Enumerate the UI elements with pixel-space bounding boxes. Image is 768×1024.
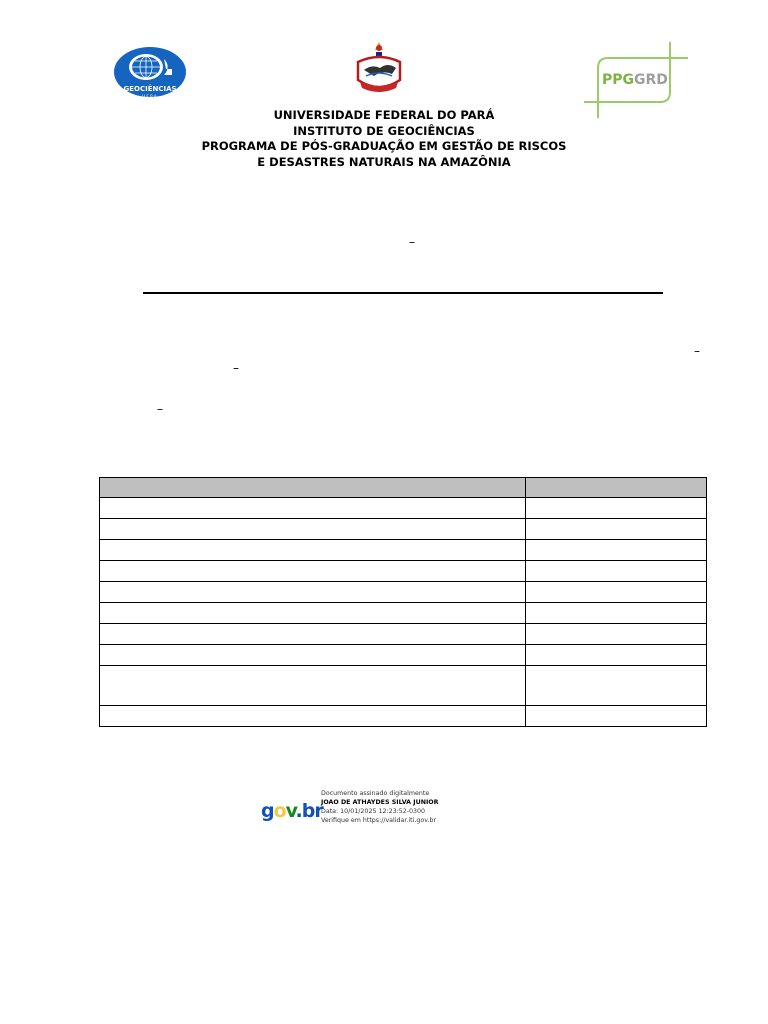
evaluation-table bbox=[99, 477, 707, 727]
table-cell bbox=[100, 478, 526, 498]
table-cell bbox=[100, 645, 526, 666]
table-cell bbox=[526, 478, 707, 498]
signer-name: JOAO DE ATHAYDES SILVA JUNIOR bbox=[321, 799, 439, 806]
table-row bbox=[100, 561, 707, 582]
signature-caption: Documento assinado digitalmente bbox=[321, 790, 430, 797]
table-row bbox=[100, 582, 707, 603]
table-row bbox=[100, 498, 707, 519]
table-cell bbox=[526, 519, 707, 540]
svg-text:PPG: PPG bbox=[602, 72, 635, 88]
table-cell bbox=[526, 645, 707, 666]
ufpa-coat-of-arms-logo bbox=[350, 40, 408, 98]
table-cell bbox=[100, 603, 526, 624]
svg-text:GEOCIÊNCIAS: GEOCIÊNCIAS bbox=[123, 85, 177, 93]
table-cell bbox=[526, 561, 707, 582]
dash-mark: – bbox=[694, 344, 700, 358]
table-cell bbox=[100, 519, 526, 540]
table-cell bbox=[100, 624, 526, 645]
table-cell bbox=[100, 498, 526, 519]
header-university: UNIVERSIDADE FEDERAL DO PARÁ bbox=[273, 108, 495, 122]
table-cell bbox=[100, 540, 526, 561]
table-cell bbox=[526, 603, 707, 624]
table-cell bbox=[526, 666, 707, 706]
geociencias-logo bbox=[112, 45, 188, 101]
table-cell bbox=[100, 561, 526, 582]
dash-mark: – bbox=[233, 361, 239, 375]
signature-verify-link[interactable]: Verifique em https://validar.iti.gov.br bbox=[321, 817, 437, 824]
govbr-logo bbox=[261, 797, 323, 823]
table-cell bbox=[526, 706, 707, 727]
table-header-row bbox=[100, 478, 707, 498]
table-row bbox=[100, 666, 707, 706]
table-cell bbox=[526, 540, 707, 561]
table-cell bbox=[526, 624, 707, 645]
dash-mark: – bbox=[157, 402, 163, 416]
header-program: PROGRAMA DE PÓS-GRADUAÇÃO EM GESTÃO DE RISCOS bbox=[201, 139, 567, 153]
signature-date: Data: 10/01/2025 12:23:52-0300 bbox=[321, 808, 426, 815]
table-row bbox=[100, 519, 707, 540]
title-underline-rule bbox=[143, 292, 663, 294]
document-header bbox=[0, 108, 768, 170]
svg-text:GRD: GRD bbox=[634, 72, 668, 88]
table-cell bbox=[100, 666, 526, 706]
table-row bbox=[100, 624, 707, 645]
digital-signature-block bbox=[321, 789, 521, 825]
table-row bbox=[100, 540, 707, 561]
table-cell bbox=[100, 582, 526, 603]
table-row bbox=[100, 645, 707, 666]
svg-text:gov.br: gov.br bbox=[261, 800, 323, 822]
dash-mark: – bbox=[409, 235, 415, 249]
table-cell bbox=[526, 498, 707, 519]
header-institute: INSTITUTO DE GEOCIÊNCIAS bbox=[293, 123, 475, 138]
header-program-cont: E DESASTRES NATURAIS NA AMAZÔNIA bbox=[257, 154, 511, 169]
svg-text:UFPA: UFPA bbox=[141, 94, 159, 99]
table-cell bbox=[100, 706, 526, 727]
table-row bbox=[100, 603, 707, 624]
table-cell bbox=[526, 582, 707, 603]
table-row bbox=[100, 706, 707, 727]
